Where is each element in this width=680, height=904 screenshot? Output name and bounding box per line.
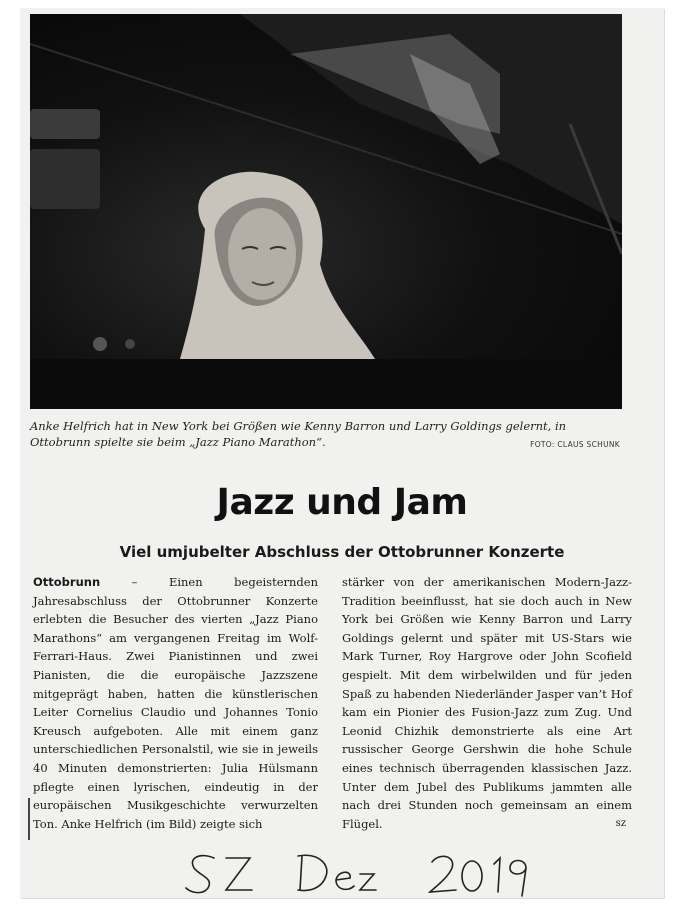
- caption-text: Anke Helfrich hat in New York bei Größen wie Kenny Barron und Larry Goldings gelernt, in Ottobrunn spielte sie beim „Jazz Piano Marathon“.: [30, 419, 567, 449]
- margin-pen-mark: [28, 798, 30, 840]
- article-text-right: stärker von der amerikanischen Modern-Jazz-Tradition beeinflusst, hat sie doch auch in New York bei Größen wie Kenny Barron und Larry Goldings gelernt und später mit US-Stars wie Mark Turner, Roy Hargrove oder John Scofield gespielt. Mit dem wirbelwilden und für jeden Spaß zu habenden Niederländer Jasper van’t Hof kam ein Pionier des Fusion-Jazz zum Zug. Und Leonid Chizhik demonstrierte als eine Art russischer George Gershwin die hohe Schule eines technisch überragenden klassischen Jazz. Unter dem Jubel des Publikums jammten alle nach drei Stunden noch gemeinsam an einem Flügel.: [342, 575, 632, 831]
- photo-caption: [30, 418, 620, 453]
- article-headline: Jazz und Jam: [216, 482, 468, 523]
- photo-credit: FOTO: CLAUS SCHUNK: [530, 440, 620, 449]
- article-signature: sz: [615, 817, 626, 829]
- article-subheadline: Viel umjubelter Abschluss der Ottobrunner Konzerte: [119, 543, 565, 561]
- photo-pianist-icon: [30, 14, 622, 409]
- article-column-right: [342, 573, 632, 833]
- handwritten-note: [170, 844, 570, 900]
- article-dateline: Ottobrunn: [33, 575, 101, 589]
- newspaper-clipping: [20, 8, 664, 898]
- pianist-photo: [30, 14, 622, 409]
- article-column-left: [33, 573, 318, 833]
- article-text-left: – Einen begeisternden Jahresabschluss der Ottobrunner Konzerte erlebten die Besucher des vierten „Jazz Piano Marathons“ am vergangenen Freitag im Wolf-Ferrari-Haus. Zwei Pianistinnen und zwei Pianisten, die die europäische Jazzszene mitgeprägt haben, hatten die künstlerischen Leiter Cornelius Claudio und Johannes Tonio Kreusch aufgeboten. Alle mit einem ganz unterschiedlichen Personalstil, wie sie in jeweils 40 Minuten demonstrierten: Julia Hülsmann pflegte einen lyrischen, eindeutig in der europäischen Musikgeschichte verwurzelten Ton. Anke Helfrich (im Bild) zeigte sich: [33, 575, 318, 831]
- handwritten-note-graphic: [170, 844, 570, 900]
